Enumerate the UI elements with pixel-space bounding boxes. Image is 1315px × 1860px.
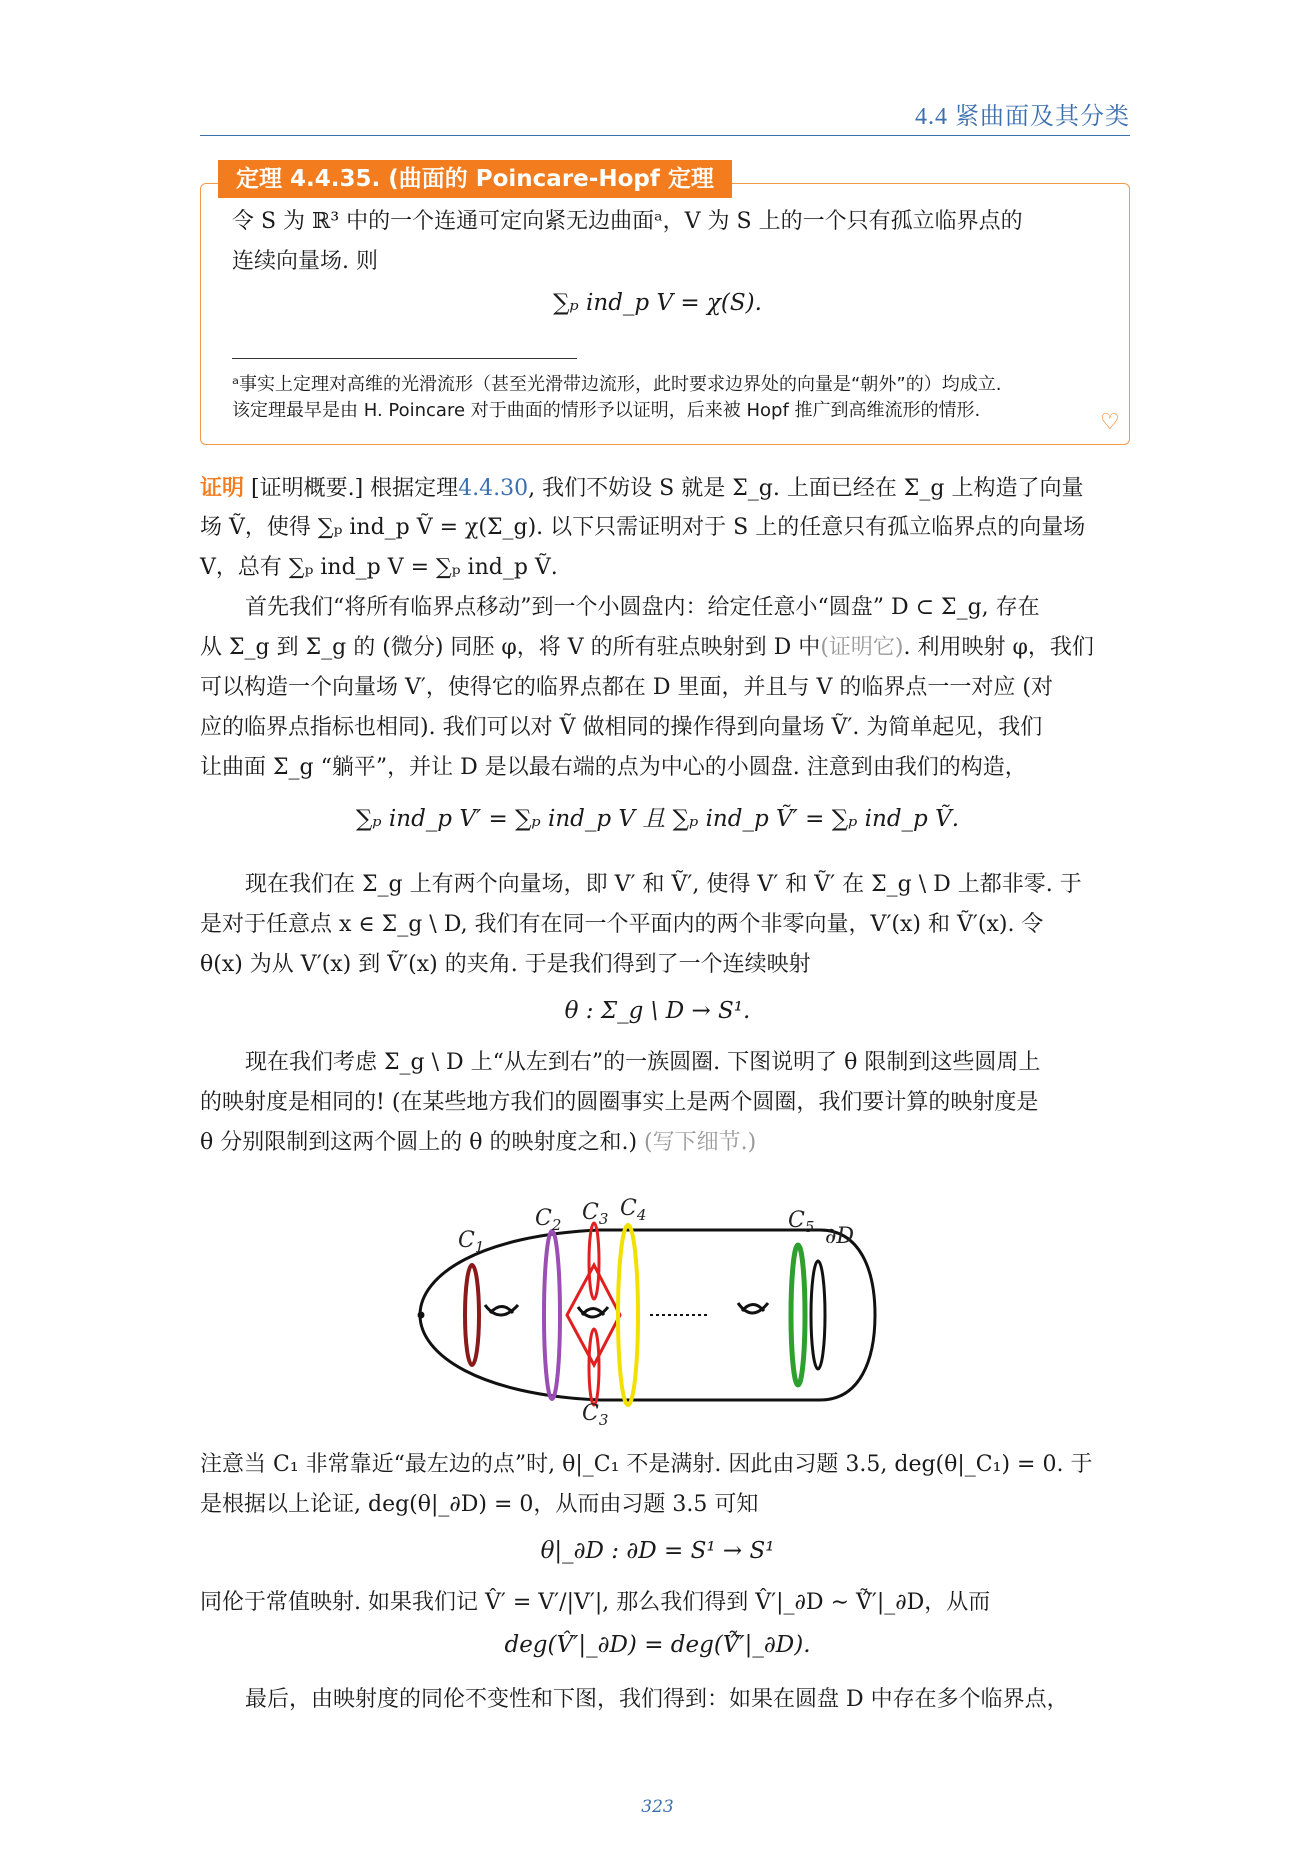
proof-p2-line-2 [200,633,1130,663]
hole-3 [738,1303,768,1313]
proof-p5-line-1: 注意当 C₁ 非常靠近“最左边的点”时, θ|_C₁ 不是满射. 因此由习题 3.5, deg(θ|_C₁) = 0. 于 [200,1452,1093,1477]
proof-p4-line-1: 现在我们考虑 Σ_g \ D 上“从左到右”的一族圆圈. 下图说明了 θ 限制到这些圆周上 [245,1050,1041,1075]
proof-p1-line-3: V，总有 ∑ₚ ind_p V = ∑ₚ ind_p Ṽ. [200,555,558,580]
theorem-line-1: 令 S 为 ℝ³ 中的一个连通可定向紧无边曲面ᵃ，V 为 S 上的一个只有孤立临界点的 [232,209,1023,234]
proof-p7-line-1: 最后，由映射度的同伦不变性和下图，我们得到：如果在圆盘 D 中存在多个临界点， [245,1687,1069,1712]
theorem-ref-link[interactable]: 4.4.30 [458,476,529,501]
circle-c1 [465,1265,479,1365]
theorem-title: 定理 4.4.35. (曲面的 Poincare-Hopf 定理 [218,160,732,198]
equation-3: θ|_∂D : ∂D = S¹ → S¹ [540,1538,775,1564]
proof-p2-line-3: 可以构造一个向量场 V′，使得它的临界点都在 D 里面，并且与 V 的临界点一一对应 (对 [200,675,1053,700]
section-title: 4.4 紧曲面及其分类 [915,104,1130,130]
equation-4: deg(V̂′|_∂D) = deg(Ṽ̂′|_∂D). [504,1632,811,1658]
equation-2: θ : Σ_g \ D → S¹. [564,998,751,1024]
proof-label: 证明 [200,475,245,501]
todo-note: (写下细节.) [644,1130,757,1155]
proof-p1-line-1 [200,473,1130,504]
label-c2: $C_2$ [535,1206,562,1234]
page-number: 323 [641,1797,674,1817]
circle-c3 [567,1223,620,1405]
proof-p2-line-5: 让曲面 Σ_g “躺平”，并让 D 是以最右端的点为中心的小圆盘. 注意到由我们的构造， [200,755,1027,780]
proof-p4-line-3 [200,1128,1130,1158]
proof-text: [证明概要.] 根据定理 [251,476,459,501]
label-c5: $C_5$ [788,1208,815,1236]
footnote-line-1: ᵃ事实上定理对高维的光滑流形（甚至光滑带边流形，此时要求边界处的向量是“朝外”的）均成立. [232,374,1002,395]
proof-p2-line-1: 首先我们“将所有临界点移动”到一个小圆盘内：给定任意小“圆盘” D ⊂ Σ_g, 存在 [245,595,1040,620]
theorem-line-2: 连续向量场. 则 [232,249,378,274]
proof-p4-line-2: 的映射度是相同的! (在某些地方我们的圆圈事实上是两个圆圈，我们要计算的映射度是 [200,1090,1039,1115]
surface-figure [400,1195,920,1425]
label-c3-top: $C_3$ [582,1200,609,1228]
proof-text: , 我们不妨设 S 就是 Σ_g. 上面已经在 Σ_g 上构造了向量 [528,476,1084,501]
theorem-formula: ∑ₚ ind_p V = χ(S). [553,290,762,316]
heart-icon: ♡ [1100,410,1120,435]
proof-p3-line-1: 现在我们在 Σ_g 上有两个向量场，即 V′ 和 Ṽ′, 使得 V′ 和 Ṽ′ 在 Σ_g \ D 上都非零. 于 [245,872,1082,897]
label-c1: $C_1$ [458,1228,485,1256]
label-c3-bottom: $C_3$ [582,1401,609,1425]
todo-note: (证明它) [820,635,904,660]
proof-p3-line-2: 是对于任意点 x ∈ Σ_g \ D, 我们有在同一个平面内的两个非零向量，V′(x) 和 Ṽ′(x). 令 [200,912,1044,937]
proof-p2-line-4: 应的临界点指标也相同). 我们可以对 Ṽ 做相同的操作得到向量场 Ṽ′. 为简单起见，我们 [200,715,1043,740]
boundary-dd [811,1261,825,1369]
hole-2 [578,1307,608,1317]
proof-text: . 利用映射 φ，我们 [903,635,1094,660]
circle-c2 [544,1231,560,1399]
proof-p3-line-3: θ(x) 为从 V′(x) 到 Ṽ′(x) 的夹角. 于是我们得到了一个连续映射 [200,952,811,977]
label-c4: $C_4$ [620,1196,647,1224]
hole-1 [485,1305,518,1315]
proof-p1-line-2: 场 Ṽ，使得 ∑ₚ ind_p Ṽ = χ(Σ_g). 以下只需证明对于 S 上的任意只有孤立临界点的向量场 [200,515,1086,540]
footnote-line-2: 该定理最早是由 H. Poincare 对于曲面的情形予以证明，后来被 Hopf 推广到高维流形的情形. [232,400,981,421]
proof-text: θ 分别限制到这两个圆上的 θ 的映射度之和.) [200,1130,645,1155]
running-header [200,95,1130,136]
equation-1: ∑ₚ ind_p V′ = ∑ₚ ind_p V 且 ∑ₚ ind_p Ṽ′ = ∑ₚ ind_p Ṽ. [355,806,960,832]
leftmost-point [418,1312,425,1319]
label-dd: ∂D [825,1224,855,1249]
proof-text: 从 Σ_g 到 Σ_g 的 (微分) 同胚 φ，将 V 的所有驻点映射到 D 中 [200,635,821,660]
footnote-rule [232,358,577,359]
circle-c5 [791,1245,805,1385]
proof-p6-line-1: 同伦于常值映射. 如果我们记 V̂′ = V′/|V′|, 那么我们得到 V̂′|_∂D ∼ Ṽ̂′|_∂D，从而 [200,1590,991,1615]
proof-p5-line-2: 是根据以上论证, deg(θ|_∂D) = 0，从而由习题 3.5 可知 [200,1492,759,1517]
